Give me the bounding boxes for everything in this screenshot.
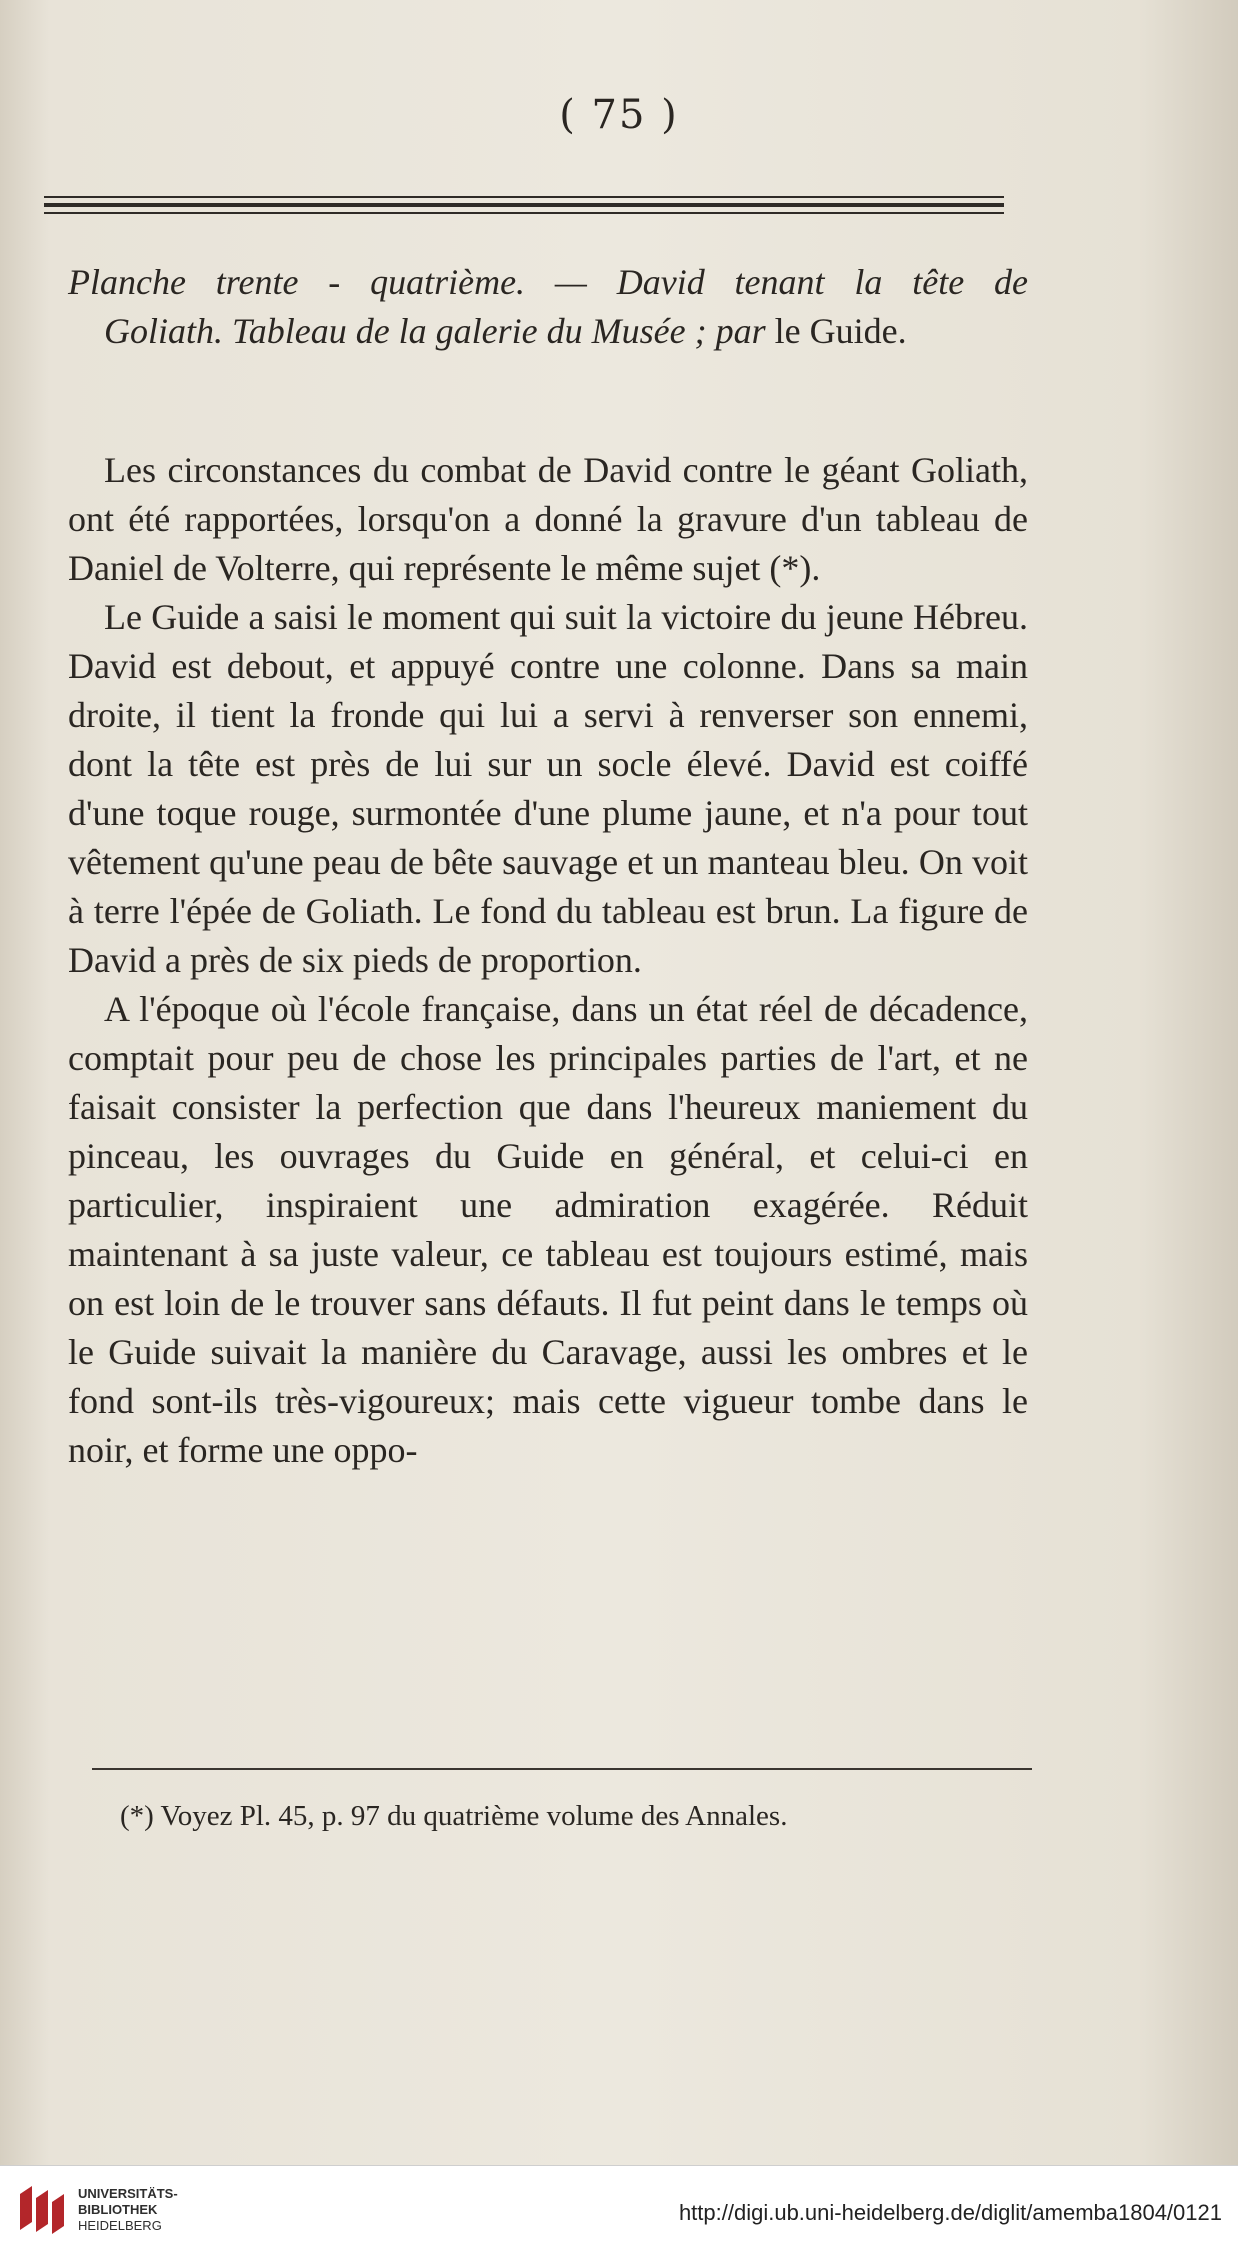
caption-roman: le Guide. [765,310,907,351]
paragraph-1: Les circonstances du combat de David contre le géant Goliath, ont été rapportées, lorsqu'on a donné la gravure d'un tableau de Daniel de Volterre, qui représente le même sujet (*). [68,450,1028,588]
heidelberg-library-logo-icon[interactable] [14,2180,68,2238]
header-rule-thin-lower [44,212,1004,214]
library-name-line-3: HEIDELBERG [78,2218,162,2233]
caption-italic: Goliath. Tableau de la galerie du Musée ; par [104,310,766,351]
paragraph-2: Le Guide a saisi le moment qui suit la victoire du jeune Hébreu. David est debout, et appuyé contre une colonne. Dans sa main droite, il tient la fronde qui lui a servi à renverser son ennemi, dont la tête est près de lui sur un socle élevé. David est coiffé d'une toque rouge, surmontée d'une plume jaune, et n'a pour tout vêtement qu'une peau de bête sauvage et un manteau bleu. On voit à terre l'épée de Goliath. Le fond du tableau est brun. La figure de David a près de six pieds de proportion. [68,597,1028,980]
library-name-line-1: UNIVERSITÄTS- [78,2186,178,2201]
header-rule-thin [44,196,1004,198]
header-rule-thick [44,203,1004,207]
caption-continuation [68,307,1028,356]
page-number: ( 75 ) [559,92,679,138]
caption-line-1: Planche trente - quatrième. — David tenant la tête de [68,262,1028,302]
footnote: (*) Voyez Pl. 45, p. 97 du quatrième volume des Annales. [120,1800,788,1832]
body-text [68,446,1028,1475]
permalink-url[interactable]: http://digi.ub.uni-heidelberg.de/diglit/amemba1804/0121 [678,2200,1222,2225]
viewer-footer [0,2165,1238,2253]
library-name-line-2: BIBLIOTHEK [78,2202,158,2217]
footnote-rule [92,1768,1032,1770]
library-name [78,2186,178,2234]
paragraph-3: A l'époque où l'école française, dans un état réel de décadence, comptait pour peu de chose les principales parties de l'art, et ne faisait consister la perfection que dans l'heureux maniement du pinceau, les ouvrages du Guide en général, et celui-ci en particulier, inspiraient une admiration exagérée. Réduit maintenant à sa juste valeur, ce tableau est toujours estimé, mais on est loin de le trouver sans défauts. Il fut peint dans le temps où le Guide suivait la manière du Caravage, aussi les ombres et le fond sont-ils très-vigoureux; mais cette vigueur tombe dans le noir, et forme une oppo- [68,989,1028,1470]
plate-caption [68,258,1028,355]
